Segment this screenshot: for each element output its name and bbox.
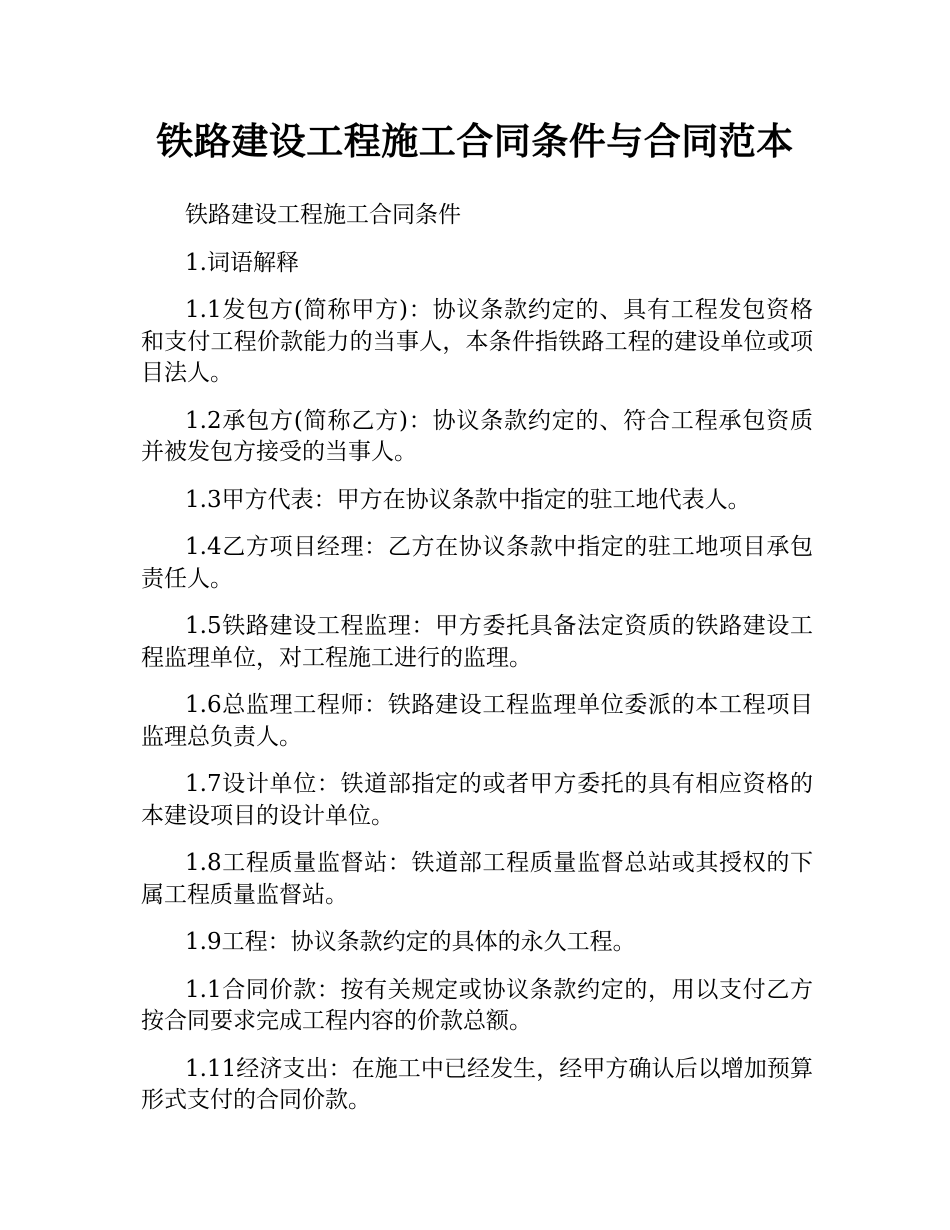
clause-paragraph: 1.11经济支出：在施工中已经发生，经甲方确认后以增加预算形式支付的合同价款。 xyxy=(141,1055,813,1113)
clause-heading: 1.词语解释 xyxy=(185,249,299,276)
clause-paragraph: 1.2承包方(简称乙方)：协议条款约定的、符合工程承包资质并被发包方接受的当事人。 xyxy=(141,407,813,465)
clause-paragraph: 1.1合同价款：按有关规定或协议条款约定的，用以支付乙方按合同要求完成工程内容的价款总额。 xyxy=(141,976,813,1034)
clause-paragraph: 1.6总监理工程师：铁路建设工程监理单位委派的本工程项目监理总负责人。 xyxy=(141,692,813,750)
clause-paragraph: 1.8工程质量监督站：铁道部工程质量监督总站或其授权的下属工程质量监督站。 xyxy=(141,850,813,908)
clause-paragraph: 1.9工程：协议条款约定的具体的永久工程。 xyxy=(185,929,636,955)
document-title: 铁路建设工程施工合同条件与合同范本 xyxy=(156,120,794,163)
section-heading: 铁路建设工程施工合同条件 xyxy=(185,202,461,228)
document-body xyxy=(141,200,813,1133)
clause-paragraph: 1.5铁路建设工程监理：甲方委托具备法定资质的铁路建设工程监理单位，对工程施工进行的监理。 xyxy=(141,613,813,671)
clause-paragraph: 1.1发包方(简称甲方)：协议条款约定的、具有工程发包资格和支付工程价款能力的当事人，本条件指铁路工程的建设单位或项目法人。 xyxy=(141,297,813,386)
clause-paragraph: 1.3甲方代表：甲方在协议条款中指定的驻工地代表人。 xyxy=(185,486,751,513)
clause-paragraph: 1.4乙方项目经理：乙方在协议条款中指定的驻工地项目承包责任人。 xyxy=(141,534,813,592)
clause-paragraph: 1.7设计单位：铁道部指定的或者甲方委托的具有相应资格的本建设项目的设计单位。 xyxy=(141,771,813,829)
